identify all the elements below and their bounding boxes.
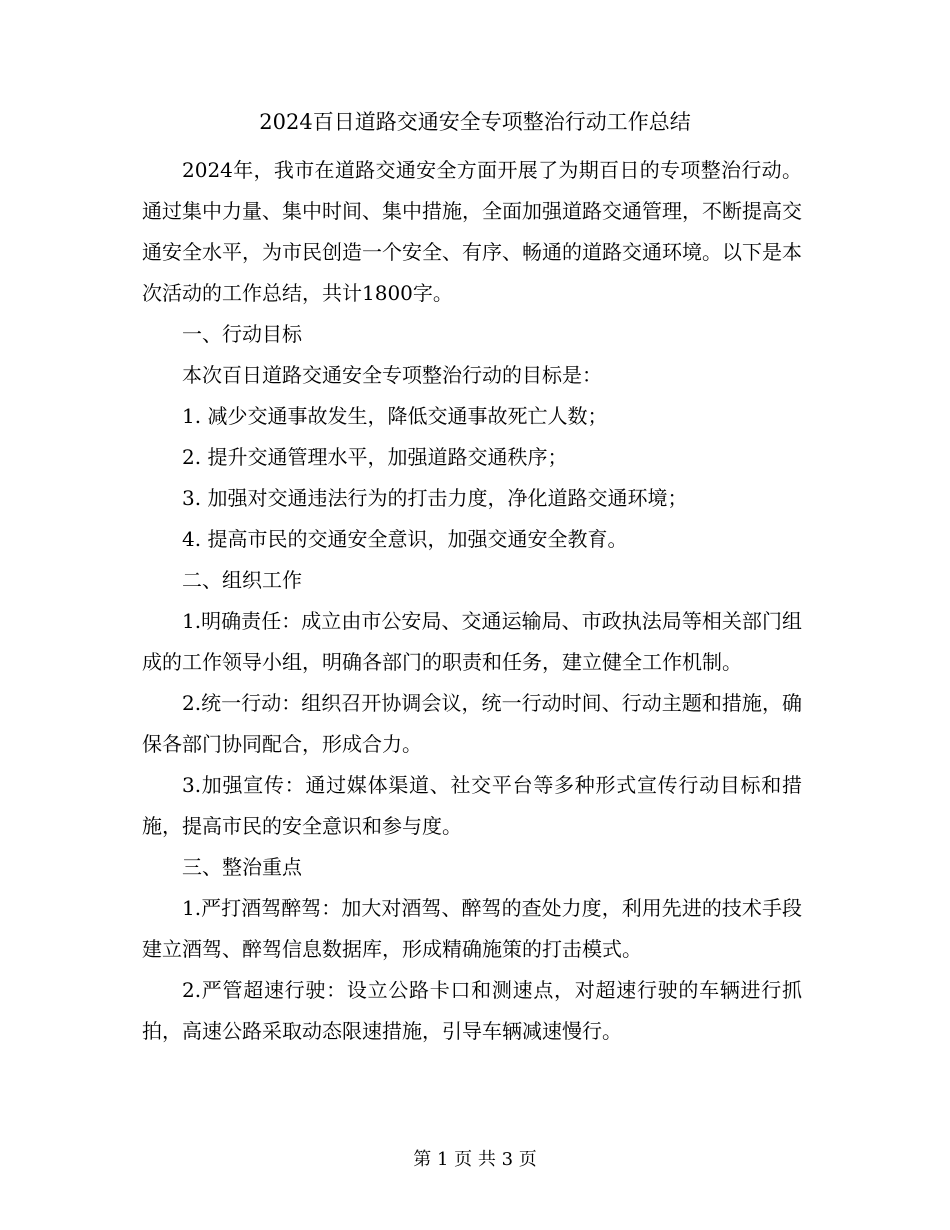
focus-item-1: 1.严打酒驾醉驾：加大对酒驾、醉驾的查处力度，利用先进的技术手段建立酒驾、醉驾信息数据库，形成精确施策的打击模式。 (142, 896, 802, 961)
goal-item-2: 2. 提升交通管理水平，加强道路交通秩序； (182, 445, 568, 469)
organization-item-2: 2.统一行动：组织召开协调会议，统一行动时间、行动主题和措施，确保各部门协同配合，形成合力。 (142, 691, 802, 756)
goal-item-1: 1. 减少交通事故发生，降低交通事故死亡人数； (182, 404, 608, 428)
focus-item-2: 2.严管超速行驶：设立公路卡口和测速点，对超速行驶的车辆进行抓拍，高速公路采取动态限速措施，引导车辆减速慢行。 (142, 978, 802, 1043)
paragraph-goals-intro: 本次百日道路交通安全专项整治行动的目标是： (182, 363, 602, 387)
goal-item-3: 3. 加强对交通违法行为的打击力度，净化道路交通环境； (182, 486, 688, 510)
organization-item-3: 3.加强宣传：通过媒体渠道、社交平台等多种形式宣传行动目标和措施，提高市民的安全意识和参与度。 (142, 773, 802, 838)
page-number-footer: 第 1 页 共 3 页 (413, 1149, 537, 1170)
document-body (142, 150, 802, 1052)
section-heading-focus: 三、整治重点 (182, 855, 302, 879)
paragraph-intro: 2024年，我市在道路交通安全方面开展了为期百日的专项整治行动。通过集中力量、集中时间、集中措施，全面加强道路交通管理，不断提高交通安全水平，为市民创造一个安全、有序、畅通的道路交通环境。以下是本次活动的工作总结，共计1800字。 (142, 158, 802, 305)
section-heading-organization: 二、组织工作 (182, 568, 302, 592)
goal-item-4: 4. 提高市民的交通安全意识，加强交通安全教育。 (182, 527, 628, 551)
organization-item-1: 1.明确责任：成立由市公安局、交通运输局、市政执法局等相关部门组成的工作领导小组，明确各部门的职责和任务，建立健全工作机制。 (142, 609, 802, 674)
document-title: 2024百日道路交通安全专项整治行动工作总结 (259, 110, 691, 134)
section-heading-goals: 一、行动目标 (182, 322, 302, 346)
